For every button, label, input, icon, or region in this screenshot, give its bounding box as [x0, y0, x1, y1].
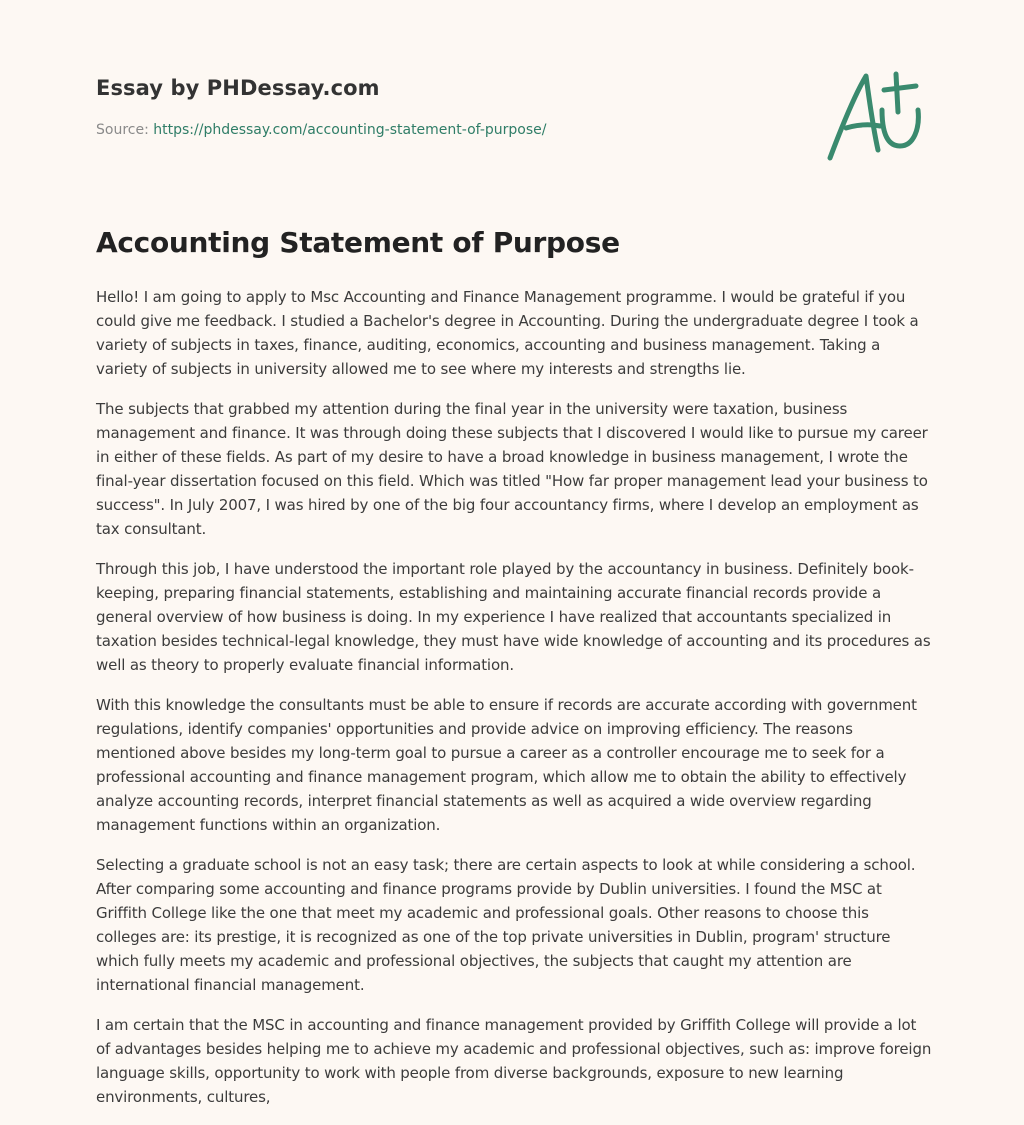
essay-title: Accounting Statement of Purpose	[96, 226, 620, 259]
site-brand: Essay by PHDessay.com	[96, 76, 380, 100]
essay-paragraph: Hello! I am going to apply to Msc Accounting and Finance Management programme. I would be grateful if you could give me feedback. I studied a Bachelor's degree in Accounting. During the undergraduate degree I took a variety of subjects in taxes, finance, auditing, economics, accounting and business management. Taking a variety of subjects in university allowed me to see where my interests and strengths lie.	[96, 288, 919, 378]
source-link[interactable]: https://phdessay.com/accounting-statement-of-purpose/	[153, 122, 547, 138]
essay-paragraph: The subjects that grabbed my attention during the final year in the university were taxation, business management and finance. It was through doing these subjects that I discovered I would like to pursue my career in either of these fields. As part of my desire to have a broad knowledge in business management, I wrote the final-year dissertation focused on this field. Which was titled "How far proper management lead your business to success". In July 2007, I was hired by one of the big four accountancy firms, where I develop an employment as tax consultant.	[96, 400, 928, 538]
source-line	[96, 122, 796, 138]
essay-paragraph: Through this job, I have understood the important role played by the accountancy in business. Definitely book-keeping, preparing financial statements, establishing and maintaining accurate financial records provide a general overview of how business is doing. In my experience I have realized that accountants specialized in taxation besides technical-legal knowledge, they must have wide knowledge of accounting and its procedures as well as theory to properly evaluate financial information.	[96, 560, 931, 674]
grade-a-plus-icon	[820, 66, 930, 166]
source-label: Source:	[96, 122, 149, 138]
essay-header	[96, 76, 796, 138]
essay-paragraph: I am certain that the MSC in accounting and finance management provided by Griffith College will provide a lot of advantages besides helping me to achieve my academic and professional objectives, such as: improve foreign language skills, opportunity to work with people from diverse backgrounds, exposure to new learning environments, cultures,	[96, 1016, 932, 1106]
essay-body	[96, 226, 932, 1125]
essay-paragraph: With this knowledge the consultants must be able to ensure if records are accurate according with government regulations, identify companies' opportunities and provide advice on improving efficiency. The reasons mentioned above besides my long-term goal to pursue a career as a controller encourage me to seek for a professional accounting and finance management program, which allow me to obtain the ability to effectively analyze accounting records, interpret financial statements as well as acquired a wide overview regarding management functions within an organization.	[96, 696, 917, 834]
essay-paragraph: Selecting a graduate school is not an easy task; there are certain aspects to look at while considering a school. After comparing some accounting and finance programs provide by Dublin universities. I found the MSC at Griffith College like the one that meet my academic and professional goals. Other reasons to choose this colleges are: its prestige, it is recognized as one of the top private universities in Dublin, program' structure which fully meets my academic and professional objectives, the subjects that caught my attention are international financial management.	[96, 856, 916, 994]
